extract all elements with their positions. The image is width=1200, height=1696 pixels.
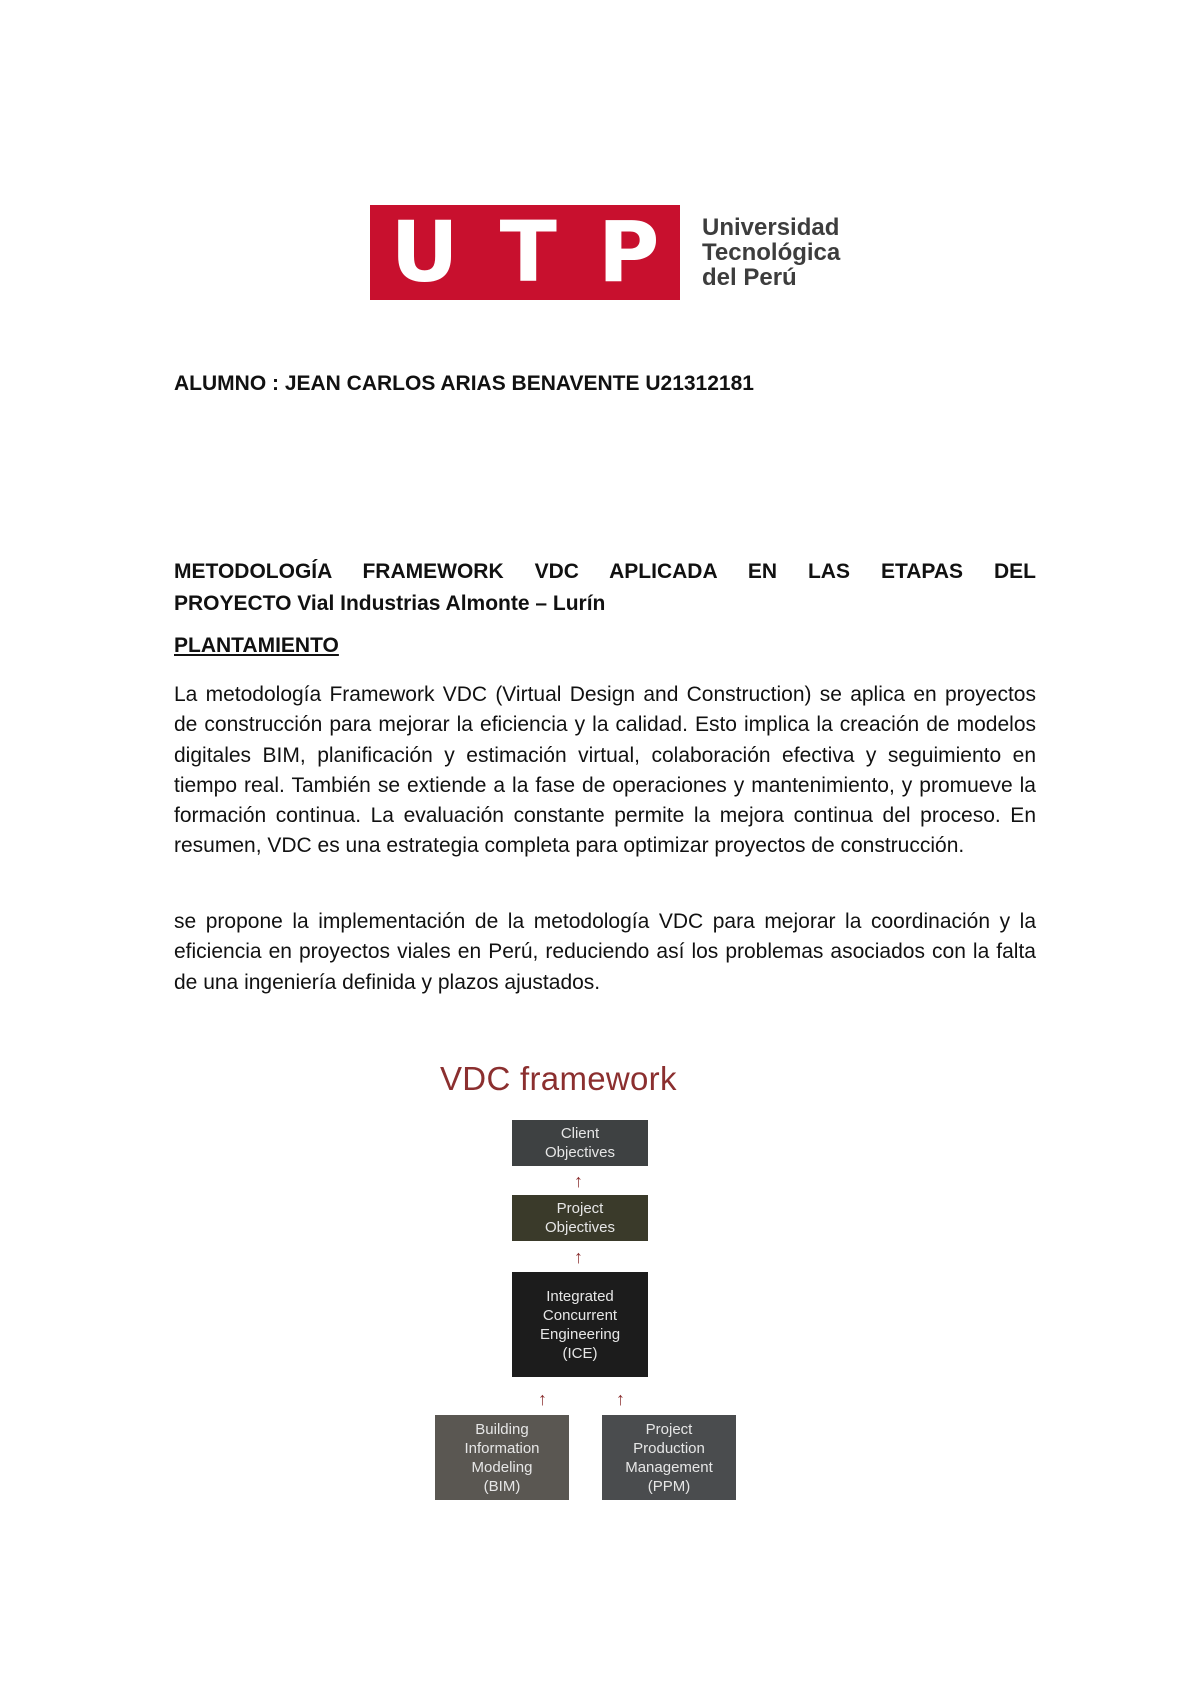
arrow-up-icon: ↑	[574, 1247, 583, 1267]
logo-text-line: Tecnológica	[702, 239, 841, 266]
logo-university-name	[702, 215, 840, 290]
title-line-2-bold: PROYECTO	[174, 592, 292, 615]
ppm-box	[602, 1415, 736, 1500]
box-label: Modeling	[471, 1458, 533, 1476]
section-heading: PLANTAMIENTO	[174, 634, 339, 657]
box-label: Objectives	[544, 1144, 616, 1161]
box-label: Integrated	[546, 1287, 614, 1305]
box-label: Objectives	[544, 1219, 616, 1236]
project-objectives-box	[512, 1195, 648, 1241]
document-title	[174, 556, 1036, 620]
title-line-2-rest: Vial Industrias Almonte – Lurín	[291, 592, 606, 615]
logo-text-line: del Perú	[702, 264, 797, 291]
box-label: (BIM)	[483, 1477, 521, 1495]
ice-box	[512, 1272, 648, 1377]
box-label: (ICE)	[562, 1344, 598, 1362]
logo-letter-u: U	[390, 203, 459, 301]
logo-letter-p: P	[597, 203, 660, 301]
arrow-up-icon: ↑	[574, 1171, 583, 1191]
box-label: Management	[625, 1458, 713, 1476]
client-objectives-box	[512, 1120, 648, 1166]
paragraph-1: La metodología Framework VDC (Virtual Design and Construction) se aplica en proyectos de construcción para mejorar la eficiencia y la calidad. Esto implica la creación de modelos digitales BIM, planificación y estimación virtual, colaboración efectiva y seguimiento en tiempo real. También se extiende a la fase de operaciones y mantenimiento, y promueve la formación continua. La evaluación constante permite la mejora continua del proceso. En resumen, VDC es una estrategia completa para optimizar proyectos de construcción.	[174, 683, 1036, 858]
bim-box	[435, 1415, 569, 1500]
student-line: ALUMNO : JEAN CARLOS ARIAS BENAVENTE U21312181	[174, 372, 754, 395]
utp-logo	[370, 205, 840, 300]
box-label: Building	[475, 1420, 529, 1438]
box-label: Project	[645, 1420, 693, 1438]
box-label: Concurrent	[542, 1306, 618, 1324]
box-label: Information	[464, 1439, 540, 1457]
box-label: (PPM)	[647, 1477, 691, 1495]
vdc-framework-diagram	[430, 1060, 750, 1510]
logo-block	[370, 205, 680, 300]
box-label: Project	[556, 1200, 604, 1217]
box-label: Engineering	[539, 1325, 621, 1343]
arrow-up-icon: ↑	[538, 1389, 547, 1409]
title-line-1: METODOLOGÍA FRAMEWORK VDC APLICADA EN LAS ETAPAS DEL	[174, 560, 1036, 583]
diagram-title: VDC framework	[440, 1060, 677, 1097]
box-label: Production	[633, 1439, 705, 1457]
arrow-up-icon: ↑	[616, 1389, 625, 1409]
logo-letter-t: T	[499, 203, 557, 301]
logo-text-line: Universidad	[702, 214, 840, 241]
box-label: Client	[560, 1125, 600, 1142]
paragraph-2: se propone la implementación de la metodología VDC para mejorar la coordinación y la eficiencia en proyectos viales en Perú, reduciendo así los problemas asociados con la falta de una ingeniería definida y plazos ajustados.	[174, 910, 1036, 994]
